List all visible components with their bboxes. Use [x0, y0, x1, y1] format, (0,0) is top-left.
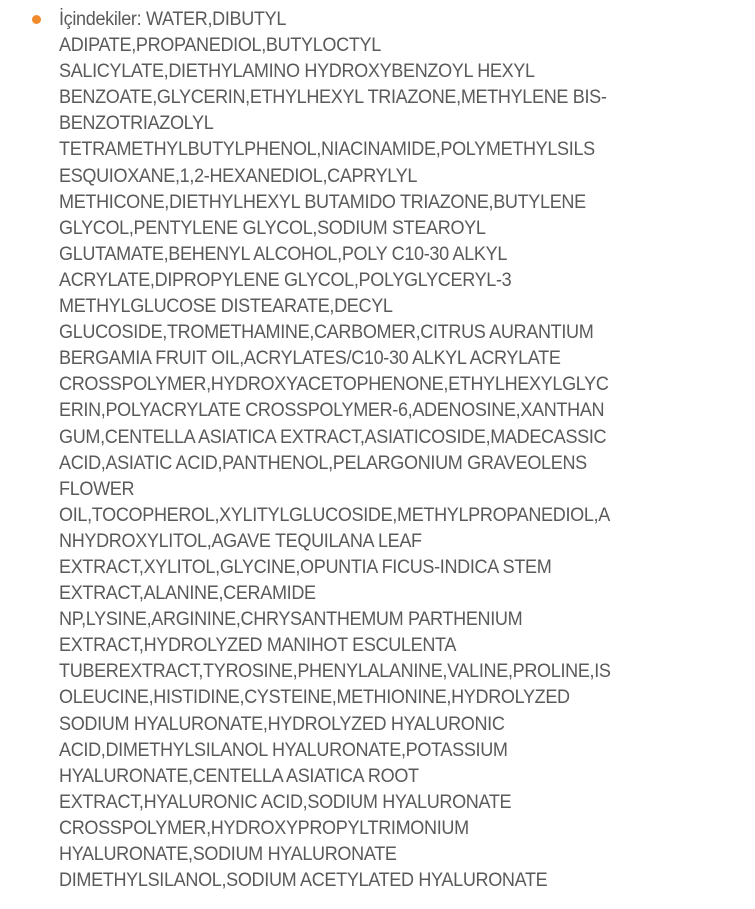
ingredients-line: İçindekiler: WATER,DIBUTYL: [59, 8, 287, 30]
ingredients-line: ESQUIOXANE,1,2-HEXANEDIOL,CAPRYLYL: [59, 164, 418, 187]
ingredients-line: ACID,DIMETHYLSILANOL HYALURONATE,POTASSIUM: [59, 738, 508, 761]
ingredients-text: [59, 6, 652, 893]
ingredients-line: ERIN,POLYACRYLATE CROSSPOLYMER-6,ADENOSINE,XANTHAN: [59, 399, 605, 422]
ingredients-line: GLUTAMATE,BEHENYL ALCOHOL,POLY C10-30 ALKYL: [59, 242, 508, 265]
ingredients-line: EXTRACT,ALANINE,CERAMIDE: [59, 582, 316, 605]
ingredients-line: CROSSPOLYMER,HYDROXYACETOPHENONE,ETHYLHEXYLGLYC: [59, 373, 609, 396]
ingredients-line: HYALURONATE,SODIUM HYALURONATE: [59, 843, 397, 865]
ingredients-line: OLEUCINE,HISTIDINE,CYSTEINE,METHIONINE,HYDROLYZED: [59, 686, 570, 709]
ingredients-line: GUM,CENTELLA ASIATICA EXTRACT,ASIATICOSIDE,MADECASSIC: [59, 425, 607, 448]
ingredients-line: GLUCOSIDE,TROMETHAMINE,CARBOMER,CITRUS AURANTIUM: [59, 321, 594, 344]
ingredients-line: ACID,ASIATIC ACID,PANTHENOL,PELARGONIUM GRAVEOLENS: [59, 451, 587, 474]
ingredients-line: BERGAMIA FRUIT OIL,ACRYLATES/C10-30 ALKYL ACRYLATE: [59, 347, 561, 370]
ingredients-line: TUBEREXTRACT,TYROSINE,PHENYLALANINE,VALINE,PROLINE,IS: [59, 660, 611, 683]
ingredients-line: BENZOATE,GLYCERIN,ETHYLHEXYL TRIAZONE,METHYLENE BIS-: [59, 86, 607, 109]
ingredients-line: HYALURONATE,CENTELLA ASIATICA ROOT: [59, 764, 419, 787]
ingredients-line: ADIPATE,PROPANEDIOL,BUTYLOCTYL: [59, 34, 381, 57]
ingredients-line: CROSSPOLYMER,HYDROXYPROPYLTRIMONIUM: [59, 816, 469, 839]
ingredients-line: METHICONE,DIETHYLHEXYL BUTAMIDO TRIAZONE,BUTYLENE: [59, 190, 586, 213]
bullet-icon: [32, 15, 41, 24]
ingredients-line: TETRAMETHYLBUTYLPHENOL,NIACINAMIDE,POLYMETHYLSILS: [59, 138, 595, 161]
ingredients-line: SALICYLATE,DIETHYLAMINO HYDROXYBENZOYL HEXYL: [59, 60, 535, 83]
ingredients-line: EXTRACT,HYALURONIC ACID,SODIUM HYALURONATE: [59, 790, 512, 813]
ingredients-line: METHYLGLUCOSE DISTEARATE,DECYL: [59, 295, 393, 318]
ingredients-line: EXTRACT,XYLITOL,GLYCINE,OPUNTIA FICUS-INDICA STEM: [59, 555, 552, 578]
ingredients-line: EXTRACT,HYDROLYZED MANIHOT ESCULENTA: [59, 634, 457, 657]
ingredients-line: NHYDROXYLITOL,AGAVE TEQUILANA LEAF: [59, 529, 422, 552]
ingredients-line: GLYCOL,PENTYLENE GLYCOL,SODIUM STEAROYL: [59, 216, 486, 239]
ingredients-line: DIMETHYLSILANOL,SODIUM ACETYLATED HYALURONATE: [59, 869, 548, 892]
ingredients-line: ACRYLATE,DIPROPYLENE GLYCOL,POLYGLYCERYL-3: [59, 268, 512, 291]
ingredients-line: FLOWER: [59, 477, 135, 500]
ingredients-line: BENZOTRIAZOLYL: [59, 112, 214, 135]
ingredients-line: OIL,TOCOPHEROL,XYLITYLGLUCOSIDE,METHYLPROPANEDIOL,A: [59, 503, 610, 526]
ingredients-line: SODIUM HYALURONATE,HYDROLYZED HYALURONIC: [59, 712, 505, 735]
ingredients-line: NP,LYSINE,ARGININE,CHRYSANTHEMUM PARTHENIUM: [59, 608, 523, 631]
